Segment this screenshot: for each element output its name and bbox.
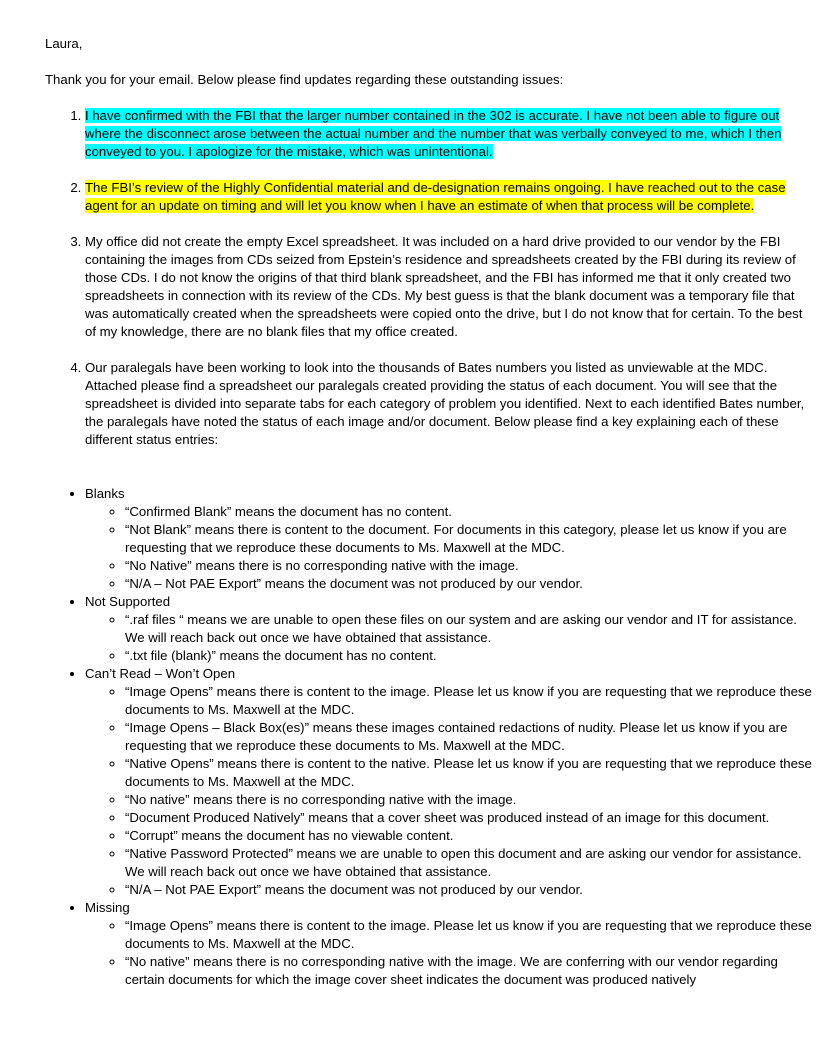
status-entry: ◦ “.txt file (blank)” means the document has no content. — [125, 647, 815, 665]
category-label: Not Supported — [85, 594, 171, 609]
category-label: Can’t Read – Won’t Open — [85, 666, 236, 681]
status-entry: ◦ “Not Blank” means there is content to the document. For documents in this category, please let us know if you are requesting that we reproduce these documents to Ms. Maxwell at the MDC. — [125, 521, 815, 557]
status-entry: ◦ “Document Produced Natively” means that a cover sheet was produced instead of an image for this document. — [125, 809, 815, 827]
category-label: Blanks — [85, 486, 125, 501]
category-not-supported — [85, 593, 815, 665]
status-entry: ◦ “No Native” means there is no corresponding native with the image. — [125, 557, 815, 575]
issues-list — [45, 107, 813, 467]
intro-paragraph: Thank you for your email. Below please find updates regarding these outstanding issues: — [45, 72, 564, 87]
issue-item — [85, 107, 813, 161]
status-entry: ◦ “Native Opens” means there is content to the native. Please let us know if you are requesting that we reproduce these documents to Ms. Maxwell at the MDC. — [125, 755, 815, 791]
category-items — [85, 917, 815, 989]
category-items — [85, 683, 815, 899]
status-entry: ◦ “Confirmed Blank” means the document has no content. — [125, 503, 815, 521]
category-blanks — [85, 485, 815, 593]
status-entry: ◦ “Image Opens – Black Box(es)” means these images contained redactions of nudity. Please let us know if you are requesting that we reproduce these documents to Ms. Maxwell at the MDC. — [125, 719, 815, 755]
status-entry: ◦ “N/A – Not PAE Export” means the document was not produced by our vendor. — [125, 575, 815, 593]
status-entry: ◦ “No native” means there is no corresponding native with the image. We are conferring with our vendor regarding certain documents for which the image cover sheet indicates the document was produced natively — [125, 953, 815, 989]
category-missing — [85, 899, 815, 989]
status-entry: ◦ “Native Password Protected” means we are unable to open this document and are asking our vendor for assistance. We will reach back out once we have obtained that assistance. — [125, 845, 815, 881]
issue-text: Our paralegals have been working to look into the thousands of Bates numbers you listed as unviewable at the MDC. Attached please find a spreadsheet our paralegals created providing the status of each document. You will see that the spreadsheet is divided into separate tabs for each category of problem you identified. Next to each identified Bates number, the paralegals have noted the status of each image and/or document. Below please find a key explaining each of these different status entries: — [85, 360, 805, 447]
issue-text: My office did not create the empty Excel spreadsheet. It was included on a hard drive provided to our vendor by the FBI containing the images from CDs seized from Epstein’s residence and spreadsheets created by the FBI during its review of those CDs. I do not know the origins of that third blank spreadsheet, and the FBI has informed me that it only created two spreadsheets in connection with its review of the CDs. My best guess is that the blank document was a temporary file that was automatically created when the spreadsheets were copied onto the drive, but I do not know that for certain. To the best of my knowledge, there are no blank files that my office created. — [85, 234, 803, 339]
category-label: Missing — [85, 900, 130, 915]
issue-item — [85, 233, 813, 341]
status-entry: ◦ “N/A – Not PAE Export” means the document was not produced by our vendor. — [125, 881, 815, 899]
status-entry: ◦ “Image Opens” means there is content to the image. Please let us know if you are requesting that we reproduce these documents to Ms. Maxwell at the MDC. — [125, 917, 815, 953]
status-key-list — [45, 485, 815, 989]
issue-text-highlighted: The FBI’s review of the Highly Confidential material and de-designation remains ongoing. I have reached out to the case agent for an update on timing and will let you know when I have an estimate of when that process will be complete. — [85, 180, 786, 213]
status-entry: ◦ “Image Opens” means there is content to the image. Please let us know if you are requesting that we reproduce these documents to Ms. Maxwell at the MDC. — [125, 683, 815, 719]
salutation: Laura, — [45, 36, 83, 51]
status-entry: ◦ “.raf files “ means we are unable to open these files on our system and are asking our vendor and IT for assistance. We will reach back out once we have obtained that assistance. — [125, 611, 815, 647]
issue-item — [85, 179, 813, 215]
category-cant-read — [85, 665, 815, 899]
issue-text-highlighted: I have confirmed with the FBI that the larger number contained in the 302 is accurate. I have not been able to figure out where the disconnect arose between the actual number and the number that was verbally conveyed to me, which I then conveyed to you. I apologize for the mistake, which was unintentional. — [85, 108, 782, 159]
status-entry: ◦ “Corrupt” means the document has no viewable content. — [125, 827, 815, 845]
status-entry: ◦ “No native” means there is no corresponding native with the image. — [125, 791, 815, 809]
issue-item — [85, 359, 813, 449]
category-items — [85, 611, 815, 665]
category-items — [85, 503, 815, 593]
